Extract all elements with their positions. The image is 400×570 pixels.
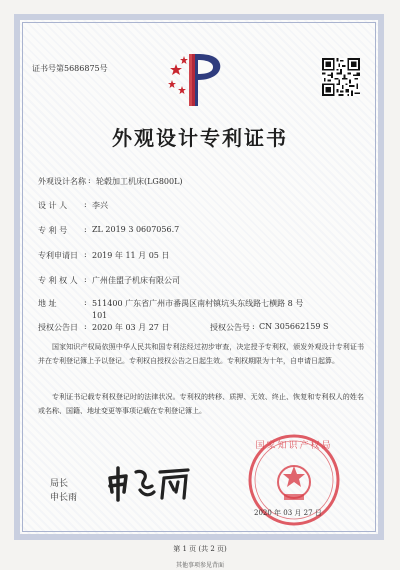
footer-note: 其他事项参见背面 <box>175 562 224 569</box>
field-value: 轮毂加工机床(LG800L) <box>96 177 183 186</box>
field-label: 专利申请日 <box>38 251 78 260</box>
grant-date-value: 2020 年 03 月 27 日 <box>92 323 170 332</box>
field-label: 设 计 人 <box>38 201 68 210</box>
page-number: 第 1 页 (共 2 页) <box>173 545 227 553</box>
handwritten-signature <box>104 460 194 504</box>
field-address: 地 址 : 511400 广东省广州市番禺区南村镇坑头东线路七横路 8 号 101 <box>38 298 304 320</box>
field-label: 专 利 号 <box>38 226 68 235</box>
certificate-title: 外观设计专利证书 <box>112 126 288 150</box>
director-name: 申长雨 <box>50 493 78 503</box>
field-label: 外观设计名称 <box>38 177 86 186</box>
cnipa-logo-icon <box>162 50 232 110</box>
field-label: 专 利 权 人 <box>38 276 78 285</box>
field-value: 广州佳盟子机床有限公司 <box>92 276 180 285</box>
certificate-number: 证书号第5686875号 <box>32 64 108 73</box>
legal-status-paragraph: 专利证书记载专利权登记时的法律状况。专利权的转移、质押、无效、终止、恢复和专利权人的姓名或名称、国籍、地址变更等事项记载在专利登记簿上。 <box>38 393 364 415</box>
pubno-value: CN 305662159 S <box>259 322 329 331</box>
grant-paragraph: 国家知识产权局依照中华人民共和国专利法经过初步审查，决定授予专利权，颁发外观设计专利证书并在专利登记簿上予以登记。专利权自授权公告之日起生效。专利权期限为十年，自申请日起算。 <box>38 343 364 365</box>
field-value: 李兴 <box>92 201 108 210</box>
grant-date-label: 授权公告日 <box>38 323 78 332</box>
field-value-line2: 101 <box>92 311 108 320</box>
director-title: 局长 <box>50 479 69 489</box>
field-value: ZL 2019 3 0607056.7 <box>92 225 180 234</box>
field-label: 地 址 <box>38 299 57 308</box>
field-value: 2019 年 11 月 05 日 <box>92 251 170 260</box>
pubno-label: 授权公告号 <box>210 323 250 332</box>
field-value: 511400 广东省广州市番禺区南村镇坑头东线路七横路 8 号 <box>92 299 304 308</box>
seal-text: 国家知识产权局 <box>255 441 333 451</box>
seal-date: 2020 年 03 月 27 日 <box>254 509 322 517</box>
qr-code-icon <box>322 58 360 96</box>
